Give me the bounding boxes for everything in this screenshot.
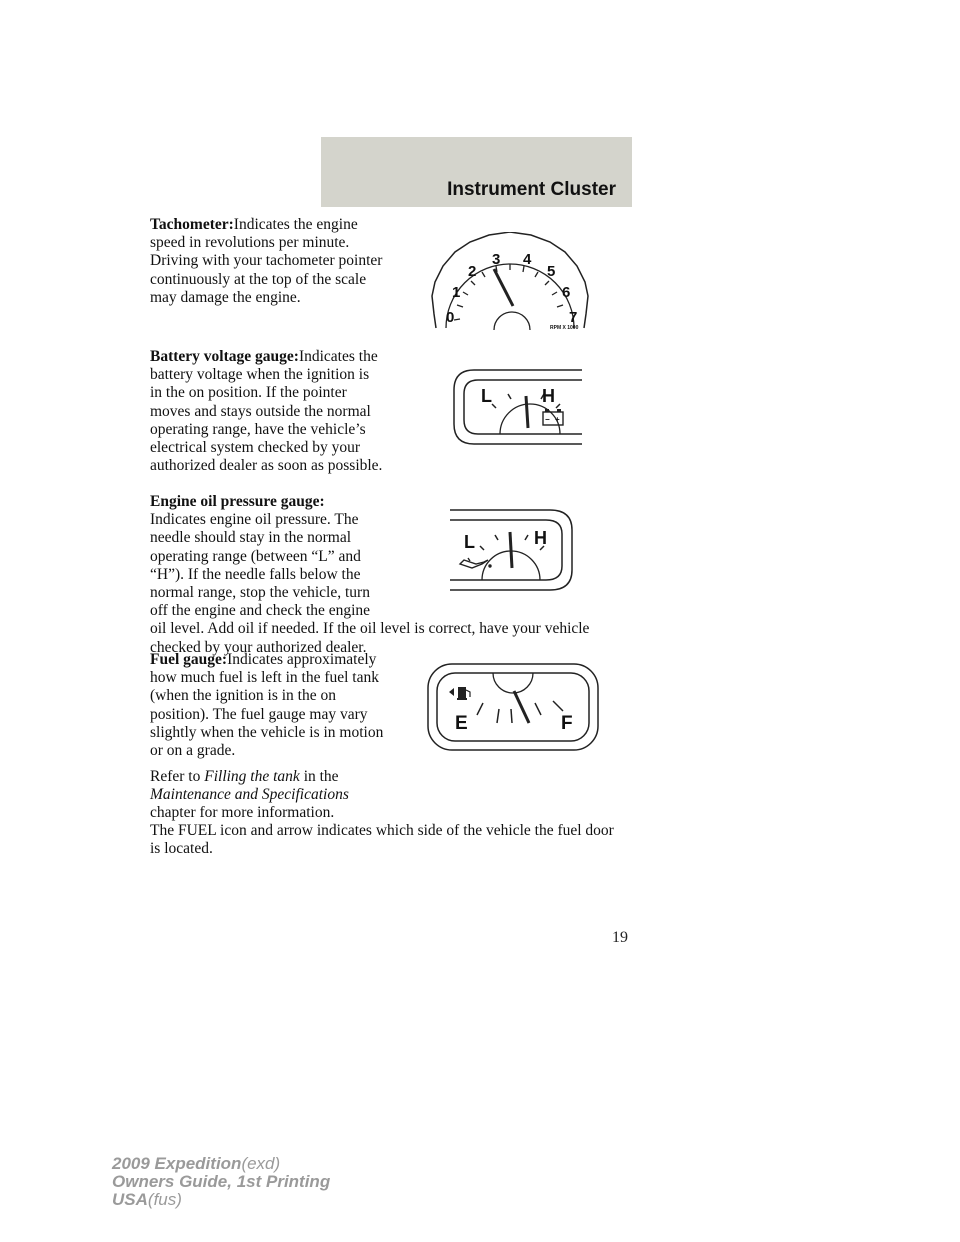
oil-pressure-text: Indicates engine oil pressure. The needle should stay in the normal operating range (between “L” and “H”). If the needle falls below the normal range, stop the vehicle, turn off the engine and check the engine oil level. Add oil if needed. If the oil level is correct, have your vehicle checked by your authorized dealer. <box>150 511 590 656</box>
fuel-refer-link: Filling the tank <box>204 768 300 785</box>
tach-label-4: 4 <box>523 251 532 268</box>
oil-pressure-term: Engine oil pressure gauge: <box>150 493 325 510</box>
tach-label-3: 3 <box>492 251 501 268</box>
fuel-refer-mid: in the <box>299 768 339 785</box>
tach-label-0: 0 <box>446 309 455 326</box>
fuel-full-label: F <box>561 713 573 734</box>
battery-minus-sign: − <box>545 415 550 424</box>
fuel-icon-note <box>150 822 615 858</box>
footer-market-code: (fus) <box>147 1190 182 1209</box>
tach-label-6: 6 <box>562 284 571 301</box>
tach-label-2: 2 <box>468 263 477 280</box>
battery-low-label: L <box>481 386 492 406</box>
battery-term: Battery voltage gauge: <box>150 348 299 365</box>
fuel-gauge-term: Fuel gauge: <box>150 651 228 668</box>
fuel-icon-note-text: The FUEL icon and arrow indicates which side of the vehicle the fuel door is located. <box>150 822 614 858</box>
footer-model-code: (exd) <box>241 1154 281 1173</box>
fuel-refer-chapter: Maintenance and Specifications <box>150 786 349 804</box>
tachometer-text: Indicates the engine speed in revolutions per minute. Driving with your tachometer pointer continuously at the top of the scale may damage the engine. <box>150 216 383 306</box>
fuel-gauge-illustration <box>425 661 601 753</box>
battery-text: Indicates the battery voltage when the ignition is in the on position. If the pointer moves and stays outside the normal operating range, have the vehicle’s electrical system checked by your authorized dealer as soon as possible. <box>150 348 383 475</box>
tach-label-1: 1 <box>452 284 461 301</box>
battery-gauge-illustration <box>450 366 590 448</box>
section-title: Instrument Cluster <box>447 179 616 200</box>
battery-icon <box>543 409 563 425</box>
oil-can-icon <box>460 558 491 568</box>
footer-imprint <box>112 1155 330 1209</box>
footer-market: USA <box>112 1190 148 1209</box>
fuel-refer-suffix: chapter for more information. <box>150 804 335 822</box>
tachometer-illustration <box>410 232 610 330</box>
tachometer-term: Tachometer: <box>150 216 234 233</box>
tach-unit-label: RPM X 1000 <box>550 325 579 330</box>
battery-high-label: H <box>542 386 555 406</box>
tachometer-paragraph <box>150 216 385 307</box>
page-number: 19 <box>612 929 628 946</box>
footer-printing: Owners Guide, 1st Printing <box>112 1172 331 1191</box>
tach-label-7: 7 <box>569 309 578 326</box>
battery-plus-sign: + <box>555 415 560 424</box>
fuel-refer-prefix: Refer to <box>150 768 205 785</box>
fuel-pump-icon <box>449 687 470 700</box>
oil-high-label: H <box>534 528 547 548</box>
fuel-gauge-text: Indicates approximately how much fuel is left in the fuel tank (when the ignition is in the on position). The fuel gauge may vary slightly when the vehicle is in motion or on a grade. <box>150 651 384 760</box>
battery-paragraph <box>150 348 385 475</box>
fuel-empty-label: E <box>455 713 468 734</box>
oil-pressure-gauge-illustration <box>442 506 577 594</box>
header-band <box>321 137 632 207</box>
fuel-refer-paragraph <box>150 768 395 823</box>
oil-low-label: L <box>464 532 475 552</box>
footer-model: 2009 Expedition <box>112 1154 242 1173</box>
fuel-gauge-paragraph <box>150 651 385 760</box>
tach-label-5: 5 <box>547 263 556 280</box>
